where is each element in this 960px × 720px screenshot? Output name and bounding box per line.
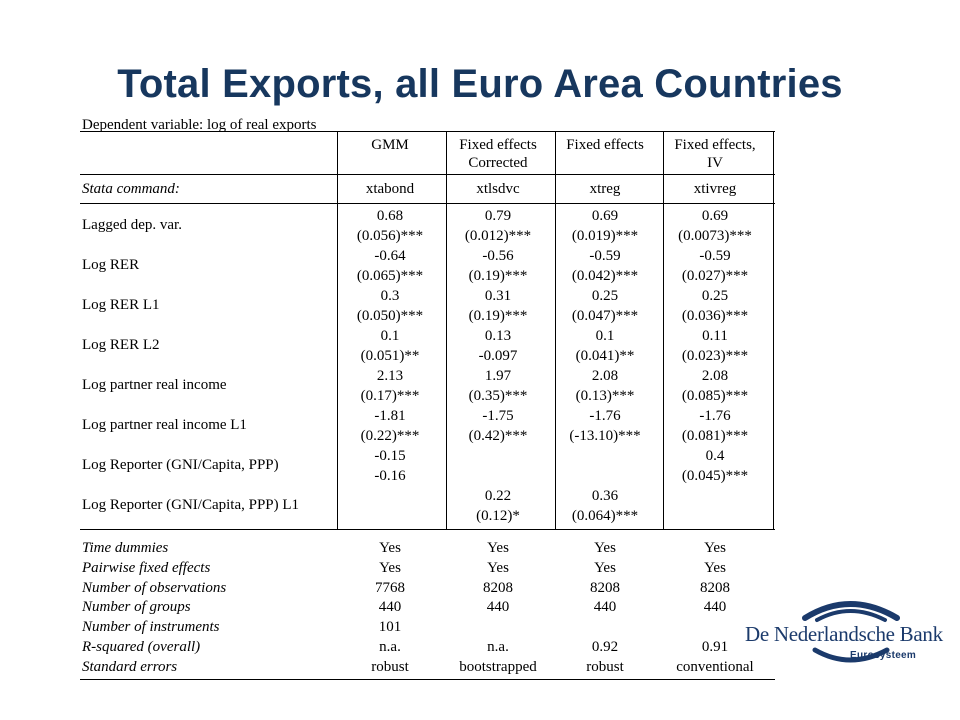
- table-cell: Yes: [594, 540, 616, 556]
- column-header: Fixed effects,: [674, 137, 756, 153]
- coefficient-value: -0.59: [699, 248, 731, 264]
- coefficient-value: 0.22: [484, 488, 512, 504]
- table-cell: 440: [703, 599, 727, 616]
- coefficient-value: -0.64: [374, 248, 406, 264]
- table-cell: xtabond: [365, 181, 415, 197]
- coefficient-value: -1.76: [699, 408, 731, 424]
- standard-error-value: (0.085)***: [681, 388, 749, 404]
- coefficient-value: 0.1: [595, 328, 615, 344]
- table-cell: Yes: [487, 559, 509, 576]
- coefficient-value: 0.69: [701, 208, 729, 224]
- coefficient-value: 0.68: [376, 208, 404, 224]
- standard-error-value: (0.019)***: [571, 228, 639, 244]
- table-cell: 0.91: [701, 639, 729, 655]
- slide-title: Total Exports, all Euro Area Countries: [117, 62, 843, 106]
- coefficient-value: 0.69: [591, 208, 619, 224]
- row-label: Log partner real income: [82, 377, 227, 393]
- table-rule: [80, 174, 775, 175]
- row-label: Number of observations: [82, 579, 227, 596]
- row-label: Number of instruments: [82, 619, 220, 636]
- table-cell: 8208: [700, 579, 730, 596]
- standard-error-value: (0.047)***: [571, 308, 639, 324]
- table-cell: Yes: [379, 540, 401, 556]
- standard-error-value: (0.012)***: [464, 228, 532, 244]
- logo-name: De Nederlandsche Bank: [745, 622, 943, 646]
- table-cell: n.a.: [379, 639, 401, 655]
- standard-error-value: (0.0073)***: [678, 228, 752, 244]
- table-cell: conventional: [676, 658, 754, 675]
- coefficient-value: -1.76: [589, 408, 621, 424]
- coefficient-value: 0.3: [380, 288, 400, 304]
- table-rule: [337, 131, 338, 529]
- table-cell: 8208: [483, 579, 513, 596]
- coefficient-value: -1.81: [374, 408, 406, 424]
- row-label: Log RER: [82, 257, 140, 273]
- table-caption: Dependent variable: log of real exports: [82, 117, 317, 133]
- row-label: Stata command:: [82, 181, 180, 197]
- table-cell: 101: [378, 619, 402, 636]
- row-label: Pairwise fixed effects: [82, 559, 211, 576]
- standard-error-value: -0.097: [478, 348, 518, 364]
- coefficient-value: 0.1: [380, 328, 400, 344]
- column-header: Corrected: [468, 155, 528, 171]
- standard-error-value: (0.19)***: [468, 268, 528, 284]
- standard-error-value: (0.045)***: [681, 468, 749, 484]
- standard-error-value: (0.081)***: [681, 428, 749, 444]
- table-cell: 0.92: [591, 639, 619, 655]
- table-cell: 8208: [590, 579, 620, 596]
- table-rule: [80, 679, 775, 680]
- coefficient-value: 0.11: [702, 328, 728, 344]
- table-cell: Yes: [487, 540, 509, 556]
- coefficient-value: 0.25: [701, 288, 729, 304]
- standard-error-value: (0.041)**: [575, 348, 635, 364]
- row-label: Number of groups: [82, 599, 191, 616]
- coefficient-value: -0.15: [374, 448, 406, 464]
- column-header: GMM: [371, 137, 409, 153]
- standard-error-value: (0.065)***: [356, 268, 424, 284]
- table-cell: Yes: [704, 559, 726, 576]
- table-cell: 7768: [375, 579, 405, 596]
- standard-error-value: (0.036)***: [681, 308, 749, 324]
- standard-error-value: (0.051)**: [360, 348, 420, 364]
- dnb-logo: [745, 598, 945, 668]
- standard-error-value: (0.17)***: [360, 388, 420, 404]
- standard-error-value: (-13.10)***: [569, 428, 641, 444]
- coefficient-value: 0.13: [484, 328, 512, 344]
- row-label: Log Reporter (GNI/Capita, PPP): [82, 457, 279, 473]
- coefficient-value: 1.97: [484, 368, 512, 384]
- standard-error-value: -0.16: [374, 468, 406, 484]
- column-header: IV: [707, 155, 723, 171]
- regression-table: [80, 117, 775, 682]
- table-cell: xtreg: [589, 181, 621, 197]
- logo-subtitle: Eurosysteem: [850, 650, 917, 661]
- coefficient-value: -0.56: [482, 248, 514, 264]
- table-cell: Yes: [594, 559, 616, 576]
- standard-error-value: (0.064)***: [571, 508, 639, 524]
- row-label: Lagged dep. var.: [82, 217, 182, 233]
- coefficient-value: 2.08: [701, 368, 729, 384]
- standard-error-value: (0.027)***: [681, 268, 749, 284]
- table-cell: robust: [586, 658, 624, 675]
- table-cell: 440: [593, 599, 617, 616]
- coefficient-value: 0.4: [705, 448, 725, 464]
- standard-error-value: (0.13)***: [575, 388, 635, 404]
- standard-error-value: (0.35)***: [468, 388, 528, 404]
- coefficient-value: -0.59: [589, 248, 621, 264]
- table-cell: xtivreg: [693, 181, 737, 197]
- table-rule: [773, 131, 774, 529]
- standard-error-value: (0.056)***: [356, 228, 424, 244]
- coefficient-value: -1.75: [482, 408, 514, 424]
- table-cell: 440: [486, 599, 510, 616]
- table-cell: Yes: [379, 559, 401, 576]
- row-label: Log RER L1: [82, 297, 160, 313]
- standard-error-value: (0.42)***: [468, 428, 528, 444]
- row-label: Log RER L2: [82, 337, 160, 353]
- row-label: Log partner real income L1: [82, 417, 247, 433]
- table-rule: [80, 529, 775, 530]
- coefficient-value: 2.13: [376, 368, 404, 384]
- table-cell: bootstrapped: [459, 658, 537, 675]
- standard-error-value: (0.023)***: [681, 348, 749, 364]
- standard-error-value: (0.19)***: [468, 308, 528, 324]
- standard-error-value: (0.042)***: [571, 268, 639, 284]
- standard-error-value: (0.050)***: [356, 308, 424, 324]
- coefficient-value: 0.31: [484, 288, 512, 304]
- table-cell: Yes: [704, 540, 726, 556]
- column-header: Fixed effects: [459, 137, 537, 153]
- coefficient-value: 0.36: [591, 488, 619, 504]
- coefficient-value: 0.79: [484, 208, 512, 224]
- table-cell: n.a.: [487, 639, 509, 655]
- row-label: Standard errors: [82, 658, 178, 675]
- table-rule: [80, 203, 775, 204]
- table-cell: xtlsdvc: [476, 181, 520, 197]
- column-header: Fixed effects: [566, 137, 644, 153]
- table-cell: 440: [378, 599, 402, 616]
- coefficient-value: 0.25: [591, 288, 619, 304]
- coefficient-value: 2.08: [591, 368, 619, 384]
- row-label: R-squared (overall): [82, 639, 201, 655]
- row-label: Time dummies: [82, 540, 169, 556]
- standard-error-value: (0.12)*: [476, 508, 520, 524]
- table-cell: robust: [371, 658, 409, 675]
- standard-error-value: (0.22)***: [360, 428, 420, 444]
- row-label: Log Reporter (GNI/Capita, PPP) L1: [82, 497, 300, 513]
